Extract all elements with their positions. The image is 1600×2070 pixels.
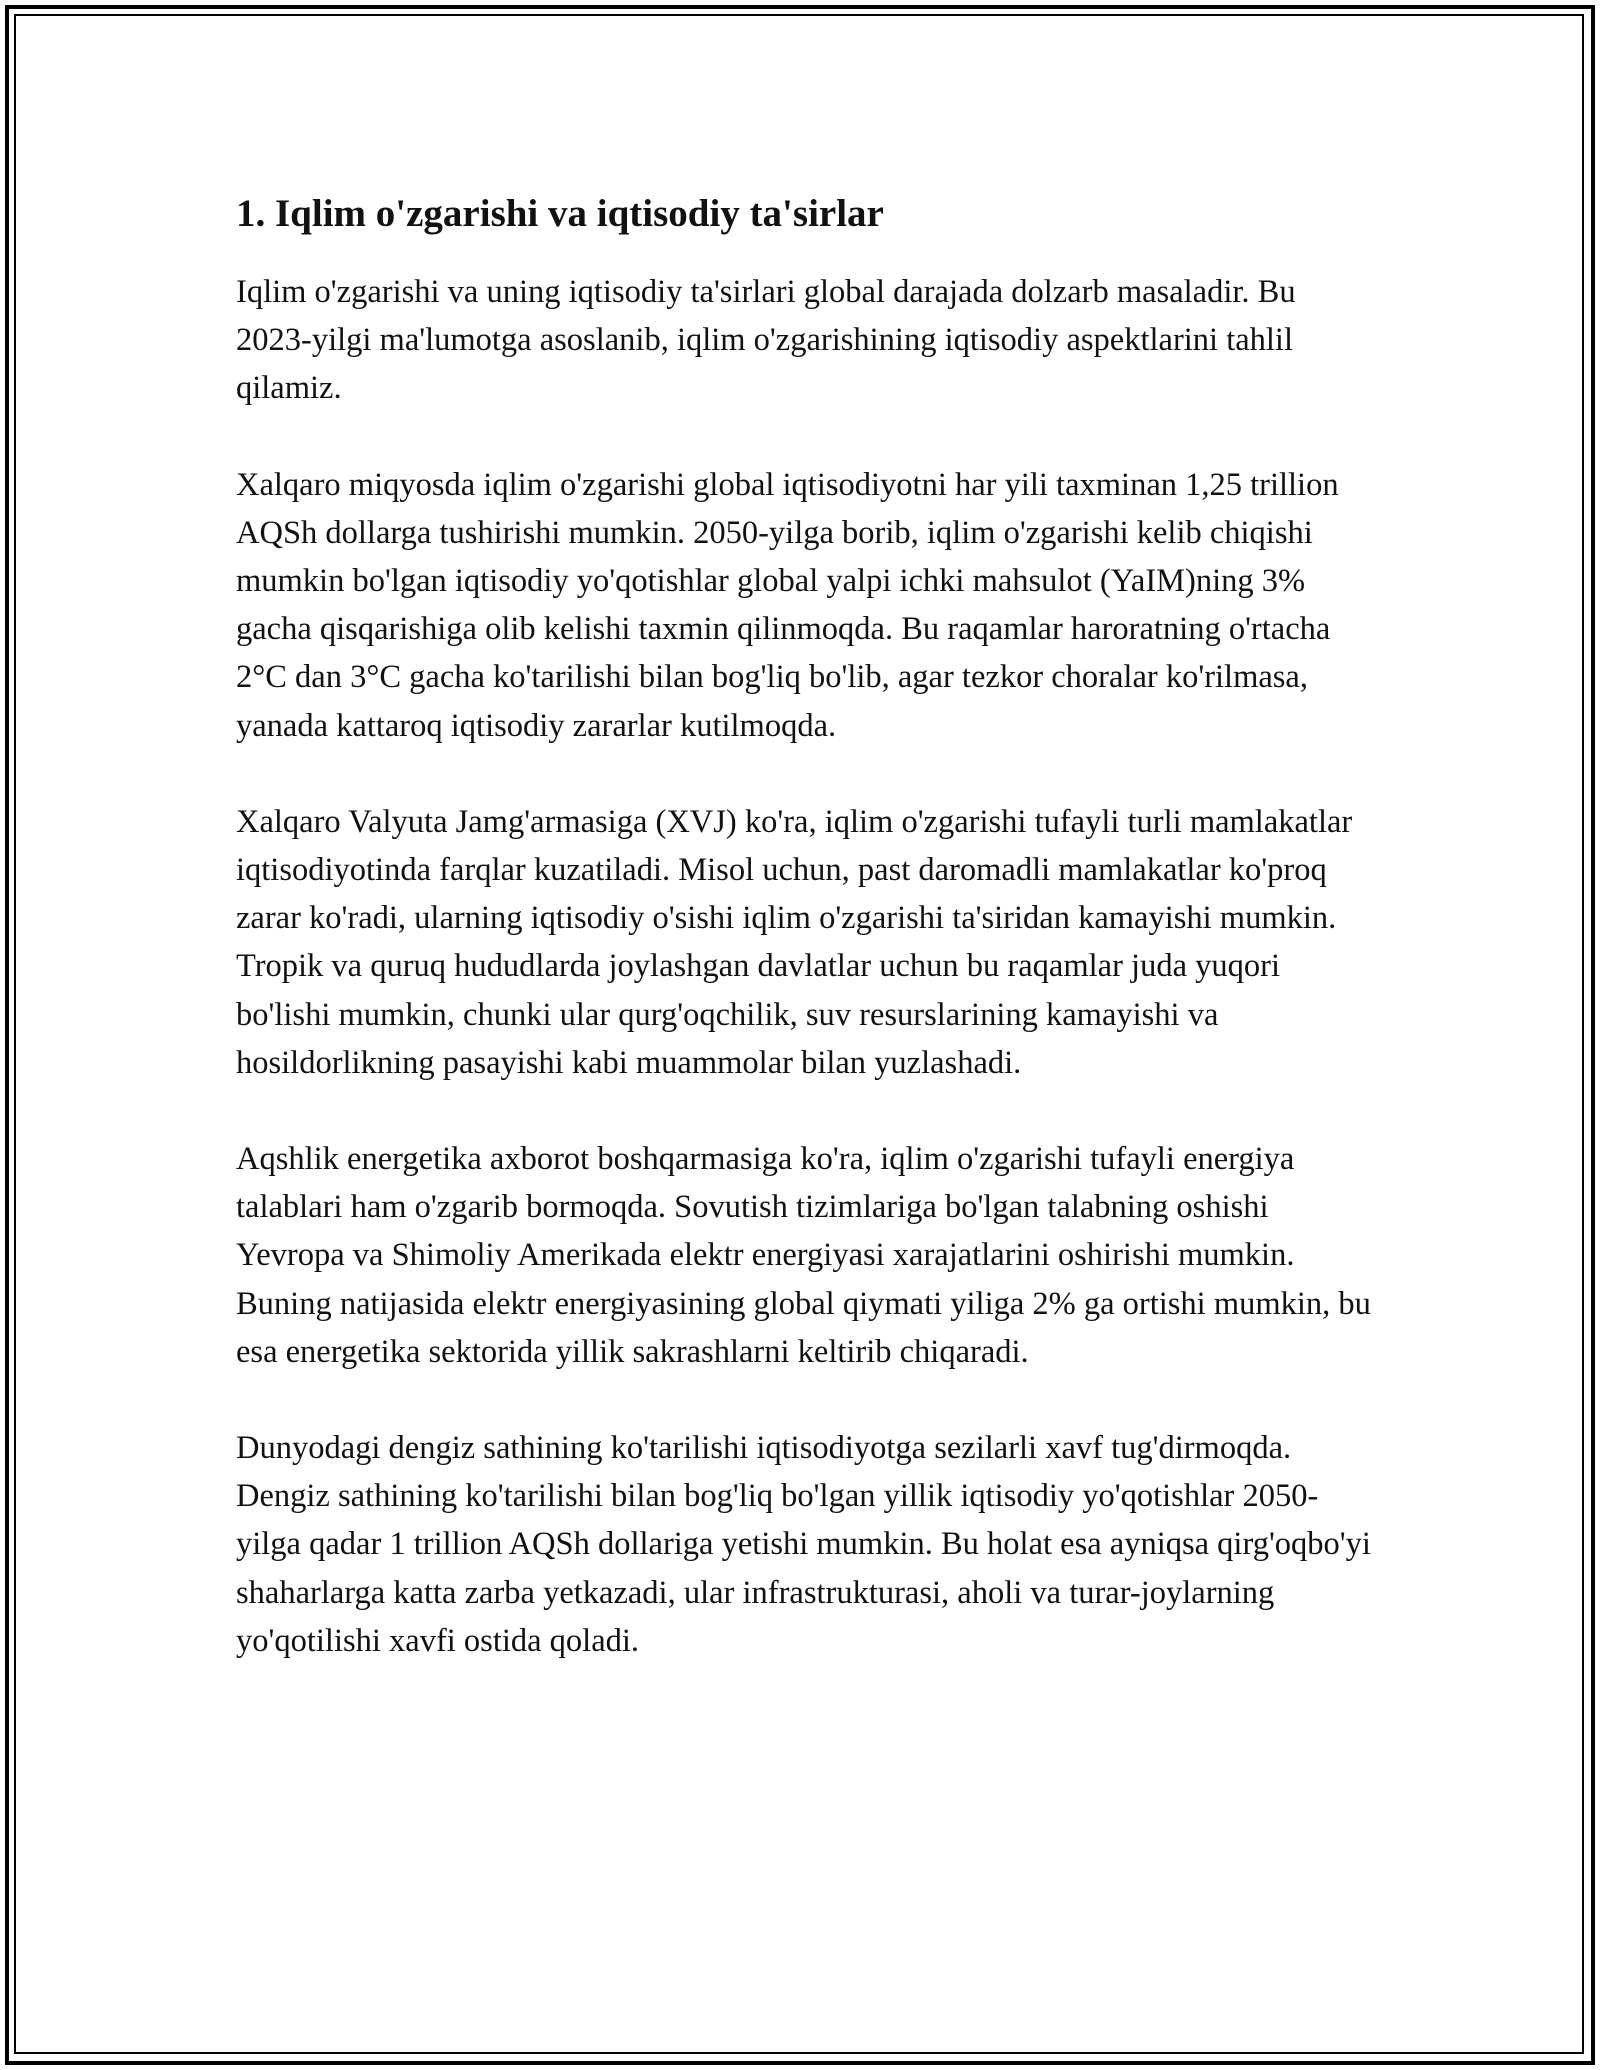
document-body [236,186,1372,1665]
paragraph-imf: Xalqaro Valyuta Jamg'armasiga (XVJ) ko'ra, iqlim o'zgarishi tufayli turli mamlakatlar iqtisodiyotinda farqlar kuzatiladi. Misol uchun, past daromadli mamlakatlar ko'proq zarar ko'radi, ularning iqtisodiy o'sishi iqlim o'zgarishi ta'siridan kamayishi mumkin. Tropik va quruq hududlarda joylashgan davlatlar uchun bu raqamlar juda yuqori bo'lishi mumkin, chunki ular qurg'oqchilik, suv resurslarining kamayishi va hosildorlikning pasayishi kabi muammolar bilan yuzlashadi. [236,803,1353,1081]
paragraph-energy: Aqshlik energetika axborot boshqarmasiga ko'ra, iqlim o'zgarishi tufayli energiya talablari ham o'zgarib bormoqda. Sovutish tizimlariga bo'lgan talabning oshishi Yevropa va Shimoliy Amerikada elektr energiyasi xarajatlarini oshirishi mumkin. Buning natijasida elektr energiyasining global qiymati yiliga 2% ga ortishi mumkin, bu esa energetika sektorida yillik sakrashlarni keltirib chiqaradi. [236,1141,1371,1370]
paragraph-sea-level: Dunyodagi dengiz sathining ko'tarilishi iqtisodiyotga sezilarli xavf tug'dirmoqda. Dengiz sathining ko'tarilishi bilan bog'liq bo'lgan yillik iqtisodiy yo'qotishlar 2050-yilga qadar 1 trillion AQSh dollariga yetishi mumkin. Bu holat esa ayniqsa qirg'oqbo'yi shaharlarga katta zarba yetkazadi, ular infrastrukturasi, aholi va turar-joylarning yo'qotilishi xavfi ostida qoladi. [236,1430,1371,1659]
paragraph-global-losses: Xalqaro miqyosda iqlim o'zgarishi global iqtisodiyotni har yili taxminan 1,25 trillion AQSh dollarga tushirishi mumkin. 2050-yilga borib, iqlim o'zgarishi kelib chiqishi mumkin bo'lgan iqtisodiy yo'qotishlar global yalpi ichki mahsulot (YaIM)ning 3% gacha qisqarishiga olib kelishi taxmin qilinmoqda. Bu raqamlar haroratning o'rtacha 2°C dan 3°C gacha ko'tarilishi bilan bog'liq bo'lib, agar tezkor choralar ko'rilmasa, yanada kattaroq iqtisodiy zararlar kutilmoqda. [236,466,1339,744]
paragraph-intro: Iqlim o'zgarishi va uning iqtisodiy ta'sirlari global darajada dolzarb masaladir. Bu 2023-yilgi ma'lumotga asoslanib, iqlim o'zgarishining iqtisodiy aspektlarini tahlil qilamiz. [236,274,1296,407]
section-title: 1. Iqlim o'zgarishi va iqtisodiy ta'sirlar [236,192,884,235]
